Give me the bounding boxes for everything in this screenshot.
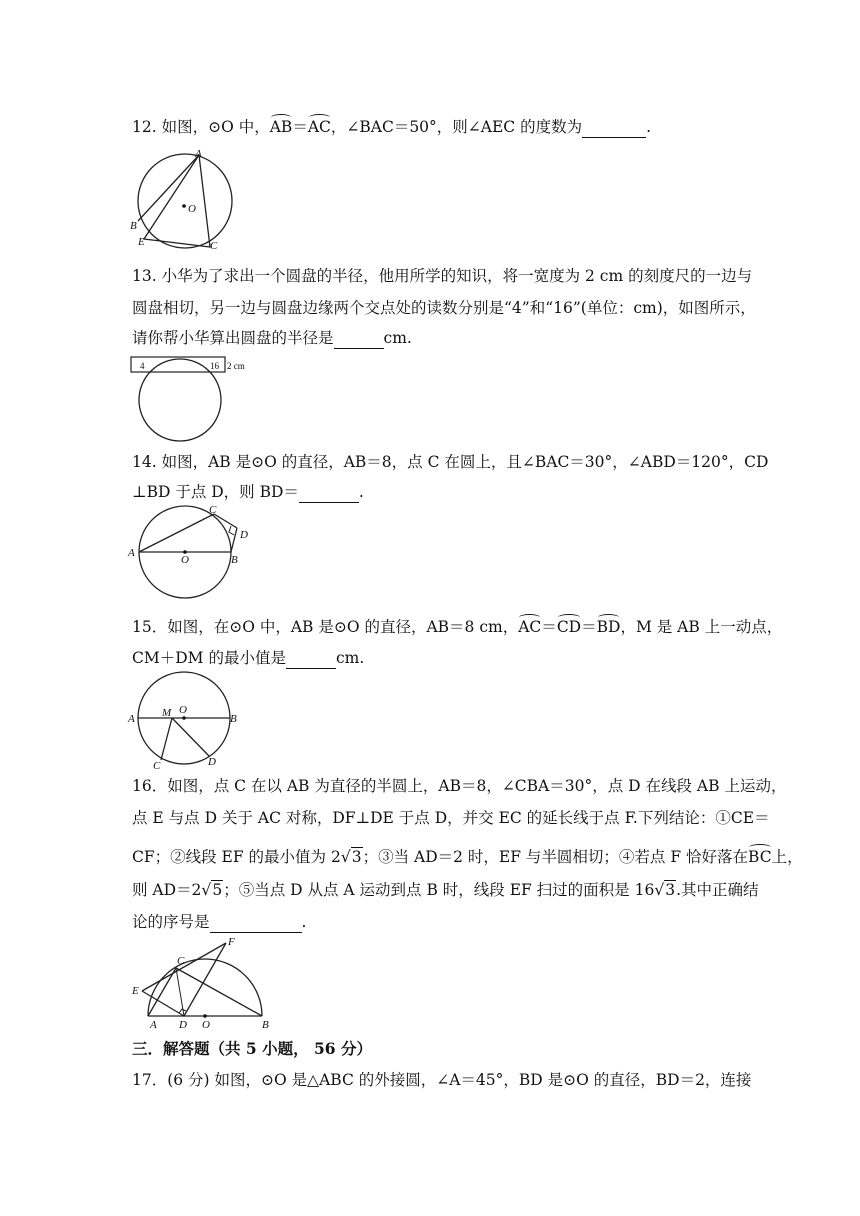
label-b: B: [130, 220, 137, 232]
q14-end: .: [358, 483, 364, 501]
q15-figure: [126, 672, 246, 772]
unit: cm.: [335, 649, 365, 667]
section-title: 三．解答题（共 5 小题， 56 分）: [132, 1039, 372, 1058]
answer-blank: [582, 117, 646, 138]
label-d: D: [240, 529, 248, 541]
label-a: A: [128, 547, 135, 559]
right-angle-mark: [179, 1009, 186, 1013]
label-c: C: [209, 504, 217, 516]
arc-ab: AB: [269, 118, 293, 136]
center-point: [182, 204, 186, 208]
q12-num: 12.: [132, 118, 157, 136]
label-a: A: [195, 148, 202, 160]
arc-cd: CD: [556, 618, 582, 636]
q12-text-rest: ，∠BAC＝50°，则∠AEC 的度数为: [330, 118, 583, 136]
line-ef: [142, 943, 226, 991]
label-o: O: [188, 203, 196, 215]
equals: ＝: [581, 618, 597, 636]
q12-end: .: [646, 118, 652, 136]
q16-line3-mid: ；③当 AD＝2 时，EF 与半圆相切；④若点 F 恰好落在: [362, 848, 749, 866]
label-d: D: [208, 756, 216, 768]
right-angle-mark: [229, 526, 234, 535]
q13-line3: [132, 328, 412, 349]
q16-line3-text: CF；②线段 EF 的最小值为 2: [132, 848, 341, 866]
label-a: A: [150, 1019, 157, 1031]
arc-bc: BC: [748, 848, 772, 866]
radicand: 3: [351, 848, 362, 866]
label-o: O: [202, 1019, 210, 1031]
circle: [138, 154, 232, 248]
answer-blank: [299, 482, 359, 503]
label-c: C: [153, 760, 161, 772]
segment-cd: [214, 514, 237, 528]
answer-blank: [210, 912, 302, 933]
q16-line3: [132, 847, 803, 867]
q16-line5-text: 论的序号是: [132, 913, 210, 931]
arc-ac: AC: [307, 118, 331, 136]
center-point: [182, 716, 186, 720]
q17-line1: 17．(6 分) 如图，⊙O 是△ABC 的外接圆，∠A＝45°，BD 是⊙O 的直径，BD＝2，连接: [132, 1071, 752, 1089]
label-b: B: [230, 713, 237, 725]
q12-lead: 如图，⊙O 中，: [161, 118, 270, 136]
label-f: F: [228, 936, 235, 948]
label-b: B: [231, 554, 238, 566]
label-c: C: [210, 240, 218, 252]
q16-line1: 16．如图，点 C 在以 AB 为直径的半圆上，AB＝8，∠CBA＝30°，点 D 在线段 AB 上运动，: [132, 777, 787, 795]
q16-line5: [132, 912, 306, 933]
segment-cb: [176, 968, 262, 1016]
q12-figure: [128, 146, 238, 252]
arc-ac: AC: [518, 618, 542, 636]
q13-line1: 13. 小华为了求出一个圆盘的半径，他用所学的知识，将一宽度为 2 cm 的刻度尺的一边与: [132, 267, 753, 285]
q16-line4-mid: ；⑤当点 D 从点 A 运动到点 B 时，线段 EF 扫过的面积是 16: [223, 881, 655, 899]
label-m: M: [162, 707, 172, 719]
q15-line2-text: CM＋DM 的最小值是: [132, 649, 286, 667]
q15-line1-text: 15．如图，在⊙O 中，AB 是⊙O 的直径，AB＝8 cm，: [132, 618, 519, 636]
label-o: O: [181, 554, 189, 566]
q15-line1-rest: ，M 是 AB 上一动点，: [620, 618, 783, 636]
label-o: O: [179, 704, 187, 716]
label-e: E: [132, 985, 139, 997]
segment-df: [184, 943, 226, 1016]
q16-line4-text: 则 AD＝2: [132, 881, 202, 899]
q15-line1: [132, 617, 782, 637]
triangle-aec: [144, 155, 210, 247]
q14-line2: [132, 482, 364, 503]
disk-circle: [139, 359, 221, 441]
unit: cm.: [383, 329, 412, 347]
sqrt-5: √5: [201, 881, 223, 899]
segment-ac: [139, 514, 214, 552]
q16-line4: [132, 880, 759, 900]
answer-blank: [334, 328, 384, 349]
radicand: 5: [212, 881, 223, 899]
answer-blank: [286, 648, 336, 669]
q12-text: [132, 117, 651, 138]
q14-line1: 14. 如图，AB 是⊙O 的直径，AB＝8，点 C 在圆上，且∠BAC＝30°，∠ABD＝120°，CD: [132, 453, 769, 471]
q16-end: .: [301, 913, 307, 931]
label-a: A: [128, 713, 135, 725]
radicand: 3: [665, 881, 676, 899]
ruler-reading-left: 4: [140, 361, 145, 371]
q13-line2: 圆盘相切，另一边与圆盘边缘两个交点处的读数分别是“4”和“16”(单位：cm)，如图所示，: [132, 299, 756, 317]
q13-line3-text: 请你帮小华算出圆盘的半径是: [132, 329, 334, 347]
label-e: E: [138, 236, 145, 248]
q14-line2-text: ⊥BD 于点 D，则 BD＝: [132, 483, 299, 501]
segment-cd: [176, 968, 184, 1016]
q16-line3-end: 上，: [771, 848, 803, 866]
segment-db: [231, 528, 237, 552]
equals: ＝: [292, 118, 308, 136]
q16-line2: 点 E 与点 D 关于 AC 对称，DF⊥DE 于点 D，并交 EC 的延长线于点 F.下列结论：①CE＝: [132, 809, 770, 827]
q16-line4-end: .其中正确结: [676, 881, 759, 899]
center-point: [203, 1014, 207, 1018]
arc-bd: BD: [596, 618, 621, 636]
q16-figure: [128, 934, 278, 1032]
segment-md: [172, 718, 209, 756]
sqrt-3: √3: [340, 848, 362, 866]
label-c: C: [177, 955, 185, 967]
sqrt-3: √3: [654, 881, 676, 899]
q13-figure: [128, 355, 268, 445]
label-b: B: [262, 1019, 269, 1031]
ruler-reading-right: 16: [210, 361, 219, 371]
segment-mc: [161, 718, 172, 760]
label-d: D: [179, 1019, 187, 1031]
equals: ＝: [541, 618, 557, 636]
q14-figure: [126, 505, 256, 600]
ruler-width-label: 2 cm: [227, 361, 245, 371]
q15-line2: [132, 648, 364, 669]
